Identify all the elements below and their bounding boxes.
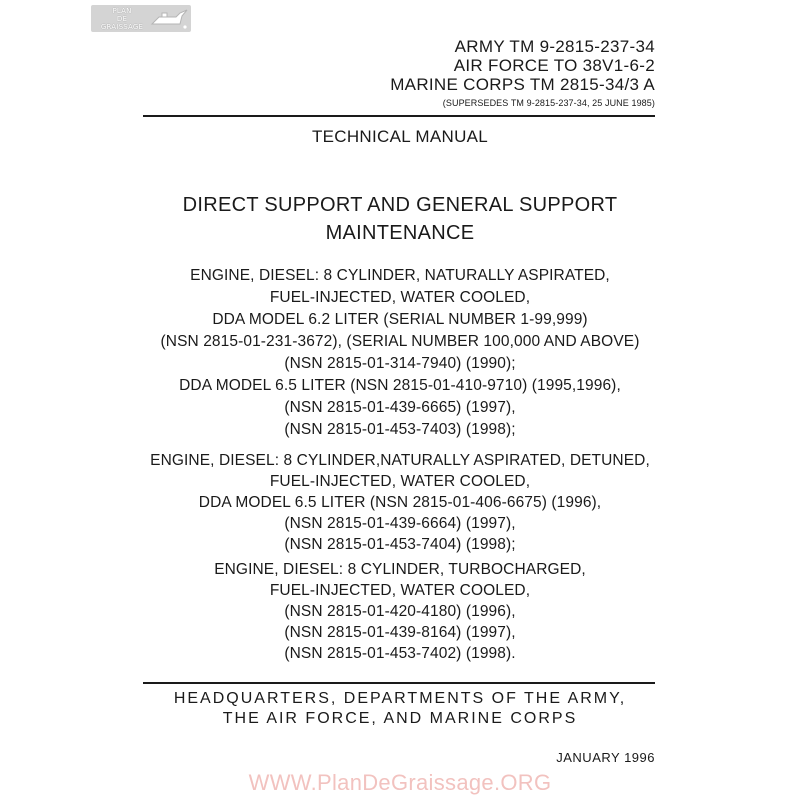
- engine-2-line: DDA MODEL 6.5 LITER (NSN 2815-01-406-6675) (1996),: [198, 494, 602, 511]
- document-title-line-2: MAINTENANCE: [325, 222, 475, 244]
- oil-can-icon: [149, 7, 189, 30]
- supersedes-note: (SUPERSEDES TM 9-2815-237-34, 25 JUNE 1985): [442, 98, 655, 108]
- logo-line-1: PLAN: [112, 7, 132, 15]
- site-watermark[interactable]: WWW.PlanDeGraissage.ORG: [248, 770, 552, 795]
- engine-1-line: (NSN 2815-01-439-6665) (1997),: [284, 399, 516, 416]
- army-tm-number: ARMY TM 9-2815-237-34: [454, 37, 655, 56]
- headquarters-line-1: HEADQUARTERS, DEPARTMENTS OF THE ARMY,: [173, 690, 627, 707]
- site-logo[interactable]: [91, 5, 191, 32]
- engine-2-line: (NSN 2815-01-453-7404) (1998);: [284, 536, 516, 553]
- document-title-line-1: DIRECT SUPPORT AND GENERAL SUPPORT: [182, 194, 618, 216]
- engine-2-line: (NSN 2815-01-439-6664) (1997),: [284, 515, 516, 532]
- engine-1-line: DDA MODEL 6.2 LITER (SERIAL NUMBER 1-99,999): [212, 311, 588, 328]
- logo-line-3: GRAISSAGE: [100, 23, 144, 31]
- marine-corps-tm-number: MARINE CORPS TM 2815-34/3 A: [390, 75, 655, 94]
- air-force-to-number: AIR FORCE TO 38V1-6-2: [453, 56, 655, 75]
- engine-1-line: DDA MODEL 6.5 LITER (NSN 2815-01-410-9710) (1995,1996),: [179, 377, 621, 394]
- engine-3-line: FUEL-INJECTED, WATER COOLED,: [269, 582, 531, 599]
- logo-line-2: DE: [116, 15, 128, 23]
- publication-date: JANUARY 1996: [556, 750, 655, 765]
- engine-1-line: FUEL-INJECTED, WATER COOLED,: [269, 289, 531, 306]
- logo-text: [95, 7, 149, 31]
- engine-3-line: (NSN 2815-01-453-7402) (1998).: [284, 645, 516, 662]
- engine-3-line: ENGINE, DIESEL: 8 CYLINDER, TURBOCHARGED,: [214, 561, 586, 578]
- manual-type: TECHNICAL MANUAL: [311, 127, 489, 146]
- bottom-divider: [143, 682, 655, 684]
- engine-1-line: ENGINE, DIESEL: 8 CYLINDER, NATURALLY ASPIRATED,: [190, 267, 610, 284]
- headquarters-line-2: THE AIR FORCE, AND MARINE CORPS: [222, 710, 578, 727]
- engine-1-line: (NSN 2815-01-314-7940) (1990);: [284, 355, 516, 372]
- top-divider: [143, 115, 655, 117]
- engine-2-line: ENGINE, DIESEL: 8 CYLINDER,NATURALLY ASPIRATED, DETUNED,: [150, 452, 650, 469]
- engine-1-line: (NSN 2815-01-231-3672), (SERIAL NUMBER 100,000 AND ABOVE): [160, 333, 640, 350]
- engine-3-line: (NSN 2815-01-420-4180) (1996),: [284, 603, 516, 620]
- engine-1-line: (NSN 2815-01-453-7403) (1998);: [284, 421, 516, 438]
- engine-2-line: FUEL-INJECTED, WATER COOLED,: [269, 473, 531, 490]
- engine-3-line: (NSN 2815-01-439-8164) (1997),: [284, 624, 516, 641]
